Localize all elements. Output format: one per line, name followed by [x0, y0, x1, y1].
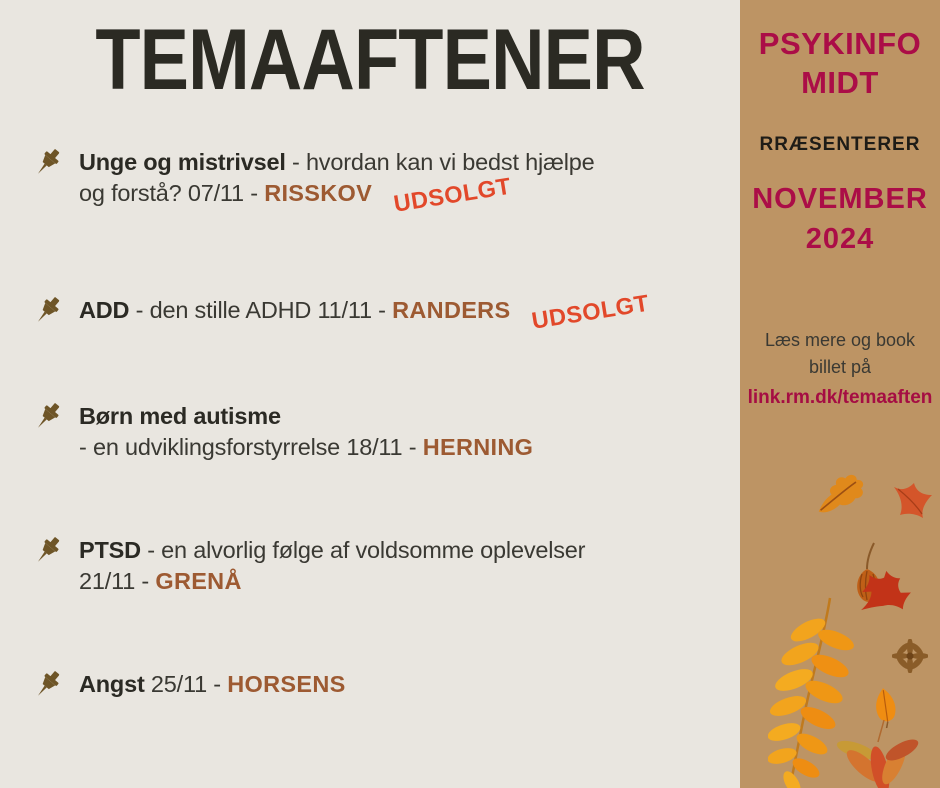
- rowan-leaf-image: [768, 596, 860, 788]
- event-line: [79, 535, 585, 566]
- event-text: [79, 289, 652, 334]
- event-description: - hvordan kan vi bedst hjælpe: [285, 149, 595, 175]
- pushpin-icon: [28, 292, 66, 330]
- event-location: HORSENS: [227, 671, 346, 697]
- pushpin-icon: [28, 398, 66, 436]
- brand-title: [740, 24, 940, 102]
- event-line: [79, 147, 594, 178]
- event-description: 25/11 -: [144, 671, 228, 697]
- sidebar-panel: [740, 0, 940, 788]
- brand-line: PSYKINFO: [758, 26, 922, 61]
- event-text: [79, 669, 346, 700]
- month-line: NOVEMBER: [752, 183, 928, 215]
- event-location: RISSKOV: [264, 180, 373, 206]
- booking-info-line: billet på: [808, 357, 872, 377]
- page-title: TEMAAFTENER: [95, 12, 645, 108]
- month-line: 2024: [805, 223, 875, 255]
- event-item: [28, 289, 728, 334]
- event-location: RANDERS: [392, 297, 511, 323]
- event-title: Børn med autisme: [79, 403, 281, 429]
- event-location: HERNING: [422, 434, 534, 460]
- event-description: og forstå? 07/11 -: [79, 180, 265, 206]
- brand-line: MIDT: [801, 65, 879, 100]
- month-title: [740, 179, 940, 259]
- pushpin-icon: [28, 666, 66, 704]
- event-description: 21/11 -: [79, 568, 156, 594]
- event-line: [79, 566, 585, 597]
- booking-info: [740, 327, 940, 381]
- oak-leaf-image: [811, 468, 876, 527]
- event-item: [28, 401, 728, 463]
- event-line: [79, 289, 652, 334]
- event-description: - den stille ADHD 11/11 -: [129, 297, 393, 323]
- event-line: [79, 172, 594, 217]
- event-line: [79, 669, 346, 700]
- event-item: [28, 669, 728, 704]
- booking-link[interactable]: link.rm.dk/temaaften: [747, 387, 933, 408]
- sold-out-badge: UDSOLGT: [391, 172, 513, 217]
- small-orange-leaf-image: [869, 684, 903, 734]
- event-title: Unge og mistrivsel: [79, 149, 286, 175]
- red-leaf-fragment-image: [892, 481, 934, 524]
- event-line: [79, 432, 533, 463]
- creeper-leaf-image: [834, 718, 922, 788]
- event-item: [28, 147, 728, 217]
- event-description: - en udviklingsforstyrrelse 18/11 -: [79, 434, 423, 460]
- event-text: [79, 401, 533, 463]
- presents-label: RRÆSENTERER: [759, 134, 921, 155]
- event-title: ADD: [79, 297, 130, 323]
- event-text: [79, 147, 595, 217]
- event-item: [28, 535, 728, 597]
- event-line: [79, 401, 533, 432]
- sold-out-badge: UDSOLGT: [530, 289, 652, 334]
- event-title: Angst: [79, 671, 145, 697]
- booking-info-line: Læs mere og book: [764, 330, 916, 350]
- pushpin-icon: [28, 532, 66, 570]
- event-text: [79, 535, 585, 597]
- physalis-fruit-image: [850, 541, 884, 612]
- event-location: GRENÅ: [155, 568, 242, 594]
- maple-leaf-image: [854, 566, 916, 626]
- event-description: - en alvorlig følge af voldsomme oplevelser: [140, 537, 586, 563]
- pushpin-icon: [28, 144, 66, 182]
- event-title: PTSD: [79, 537, 141, 563]
- star-anise-image: [892, 639, 928, 678]
